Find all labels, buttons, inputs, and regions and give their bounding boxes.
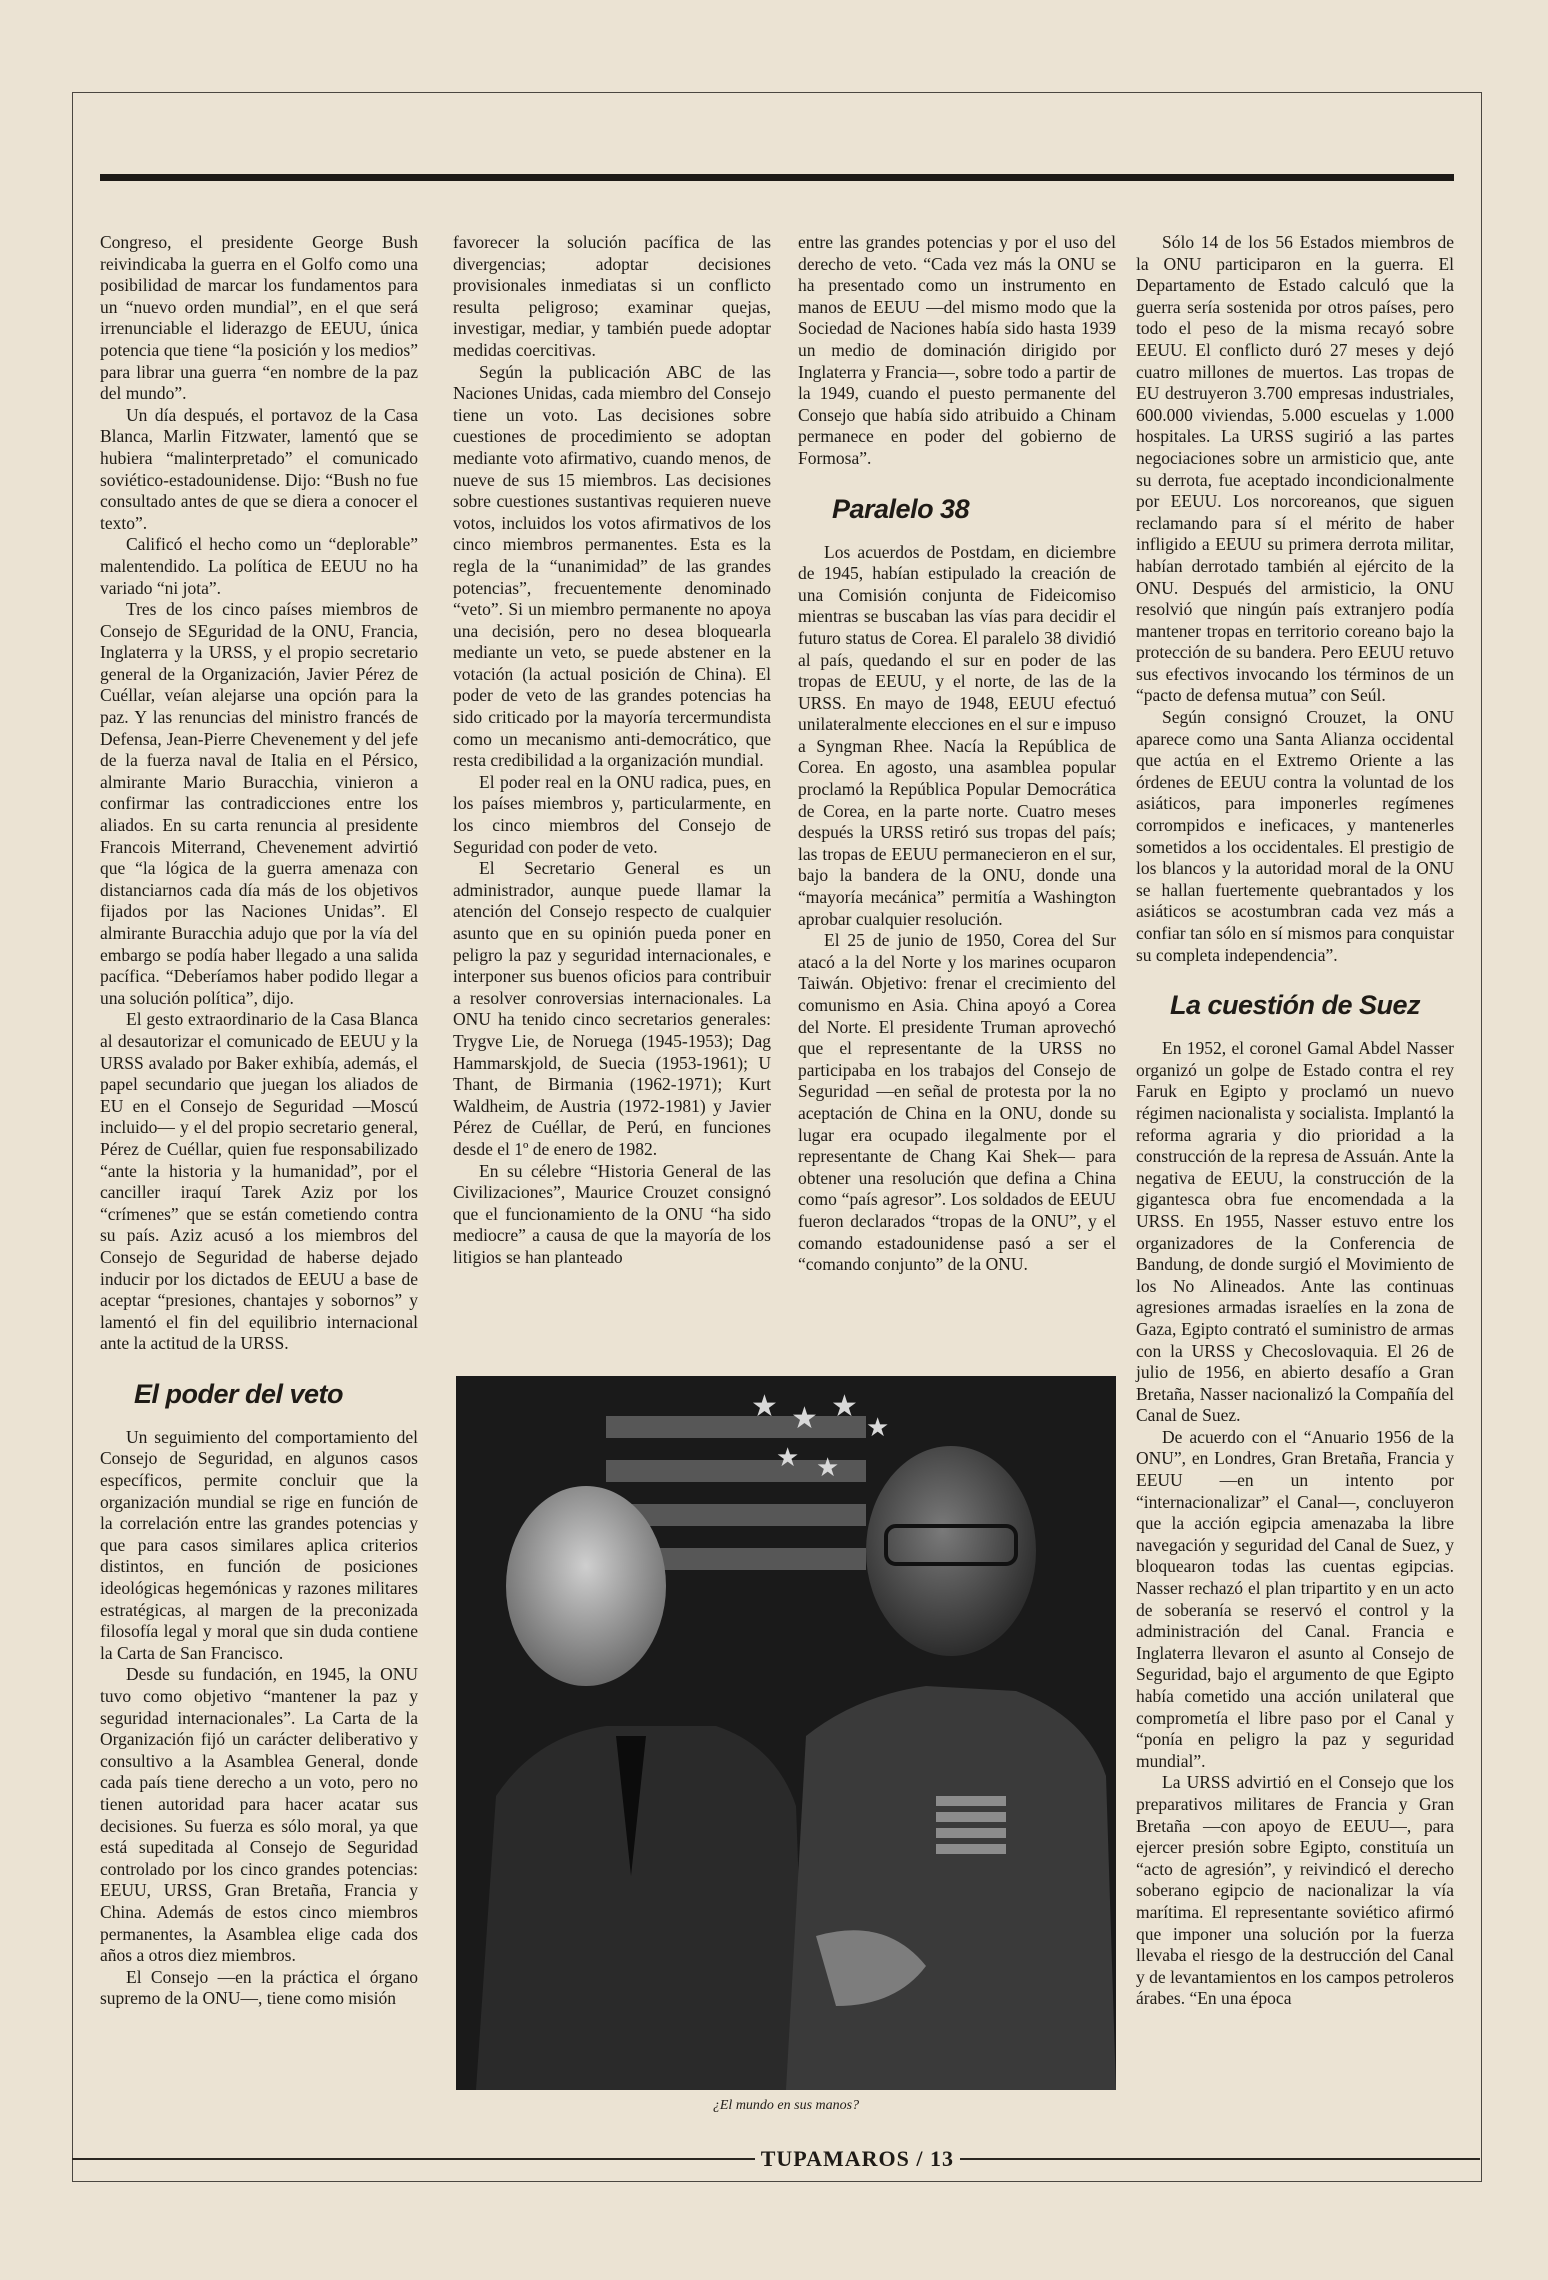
footer-rule-left <box>72 2158 755 2160</box>
article-paragraph: Según consignó Crouzet, la ONU aparece como una Santa Alianza occidental que actúa en el Extremo Oriente a las órdenes de EEUU contra la voluntad de los asiáticos, para imponerles regímenes corrompidos e ineficaces, y mantenerles sometidos a los occidentales. El prestigio de los blancos y la autoridad moral de la ONU se hallan fuertemente quebrantados y los asiáticos se acostumbran cada vez más a confiar tan sólo en sí mismos para conquistar su completa independencia”. <box>1136 707 1454 965</box>
article-paragraph: Calificó el hecho como un “deplorable” malentendido. La política de EEUU no ha variado “ni jota”. <box>100 534 418 598</box>
article-paragraph: En 1952, el coronel Gamal Abdel Nasser organizó un golpe de Estado contra el rey Faruk en Egipto y proclamó un nuevo régimen nacionalista y socialista. Implantó la reforma agraria y dio prioridad a la construcción de la represa de Assuán. Ante la negativa de EEUU, la construcción de la gigantesca obra fue encomendada a la URSS. En 1955, Nasser estuvo entre los organizadores de la Conferencia de Bandung, de donde surgió el Movimiento de los No Alineados. Ante las continuas agresiones armadas israelíes en la zona de Gaza, Egipto contrató el suministro de armas con la URSS y Checoslovaquia. El 26 de julio de 1956, en abierto desafío a Gran Bretaña, Nasser nacionalizó la Compañía del Canal de Suez. <box>1136 1038 1454 1426</box>
article-paragraph: Según la publicación ABC de las Naciones Unidas, cada miembro del Consejo tiene un voto. Las decisiones sobre cuestiones de procedimiento se adoptan mediante voto afirmativo, cuando menos, de nueve de sus 15 miembros. Las decisiones sobre cuestiones sustantivas requieren nueve votos, incluidos los votos afirmativos de los cinco miembros permanentes. Esta es la regla de la “unanimidad” de las grandes potencias”, frecuentemente denominado “veto”. Si un miembro permanente no apoya una decisión, pero no desea bloquearla mediante un veto, se puede abstener en la votación (la actual posición de China). El poder de veto de las grandes potencias ha sido criticado por la mayoría tercermundista como un mecanismo anti-democrático, que resta credibilidad a la organización mundial. <box>453 361 771 771</box>
article-paragraph: favorecer la solución pacífica de las divergencias; adoptar decisiones provisionales inmediatas si un conflicto resulta peligroso; examinar quejas, investigar, mediar, y también puede adoptar medidas coercitivas. <box>453 232 771 360</box>
article-paragraph: Sólo 14 de los 56 Estados miembros de la ONU participaron en la guerra. El Departamento de Estado calculó que la guerra sería sostenida por otros países, pero todo el peso de la misma recayó sobre EEUU. El conflicto duró 27 meses y dejó cuatro millones de muertos. Las tropas de EU destruyeron 3.700 empresas industriales, 600.000 viviendas, 5.000 escuelas y 1.000 hospitales. La URSS sugirió a las partes negociaciones sobre un armisticio que, ante su derrota, fue aceptado incondicionalmente por EEUU. Los norcoreanos, que siguen reclamando para sí el mérito de haber infligido a EEUU su primera derrota militar, habían derrotado también al ejército de la ONU. Después del armisticio, la ONU resolvió que ningún país extranjero podía mantener tropas en territorio coreano bajo la protección de su bandera. Pero EEUU retuvo sus efectivos invocando los términos de un “pacto de defensa mutua” con Seúl. <box>1136 232 1454 706</box>
svg-text:★: ★ <box>816 1453 840 1483</box>
article-paragraph: El poder real en la ONU radica, pues, en los países miembros y, particularmente, en los cinco miembros del Consejo de Seguridad con poder de veto. <box>453 771 771 857</box>
page-footer <box>72 2146 1480 2172</box>
photo-caption: ¿El mundo en sus manos? <box>712 2098 860 2113</box>
svg-text:★: ★ <box>831 1389 858 1424</box>
article-paragraph: Desde su fundación, en 1945, la ONU tuvo como objetivo “mantener la paz y seguridad internacionales”. La Carta de la Organización fijó un carácter deliberativo y consultivo a la Asamblea General, donde cada país tiene derecho a un voto, pero no tienen autoridad para hacer acatar sus decisiones. Su fuerza es sólo moral, ya que está supeditada al Consejo de Seguridad controlado por los cinco grandes potencias: EEUU, URSS, Gran Bretaña, Francia y China. Además de estos cinco miembros permanentes, la Asamblea elige cada dos años a otros diez miembros. <box>100 1664 418 1966</box>
column-1 <box>100 232 418 2010</box>
article-paragraph: El Secretario General es un administrador, aunque puede llamar la atención del Consejo respecto de cualquier asunto que en su opinión pueda poner en peligro la paz y seguridad internacionales, e interponer sus buenos oficios para contribuir a resolver conroversias internacionales. La ONU ha tenido cinco secretarios generales: Trygve Lie, de Noruega (1945-1953); Dag Hammarskjold, de Suecia (1953-1961); U Thant, de Birmania (1962-1971); Kurt Waldheim, de Austria (1972-1981) y Javier Pérez de Cuéllar, de Perú, en funciones desde el 1º de enero de 1982. <box>453 858 771 1159</box>
article-paragraph: Los acuerdos de Postdam, en diciembre de 1945, habían estipulado la creación de una Comisión conjunta de Fideicomiso mientras se buscaban las vías para decidir el futuro status de Corea. El paralelo 38 dividió al país, quedando el sur en poder de las tropas de EEUU, y el norte, de las de la URSS. En mayo de 1948, EEUU efectuó unilateralmente elecciones en el sur e impuso a Syngman Rhee. Nacía la República de Corea. En agosto, una asamblea popular proclamó la República Popular Democrática de Corea, en la parte norte. Cuatro meses después la URSS retiró sus tropas del país; las tropas de EEUU permanecieron en el sur, bajo la bandera de la ONU, donde una “mayoría mecánica” permitía a Washington aprobar cualquier resolución. <box>798 541 1116 929</box>
column-4 <box>1136 232 1454 2010</box>
article-paragraph: Un día después, el portavoz de la Casa Blanca, Marlin Fitzwater, lamentó que se hubiera “malinterpretado” el comunicado soviético-estadounidense. Dijo: “Bush no fue consultado antes de que se diera a conocer el texto”. <box>100 404 418 533</box>
svg-text:★: ★ <box>776 1443 800 1473</box>
article-paragraph: Tres de los cinco países miembros de Consejo de SEguridad de la ONU, Francia, Inglaterra y la URSS, y el propio secretario general de la Organización, Javier Pérez de Cuéllar, veían alejarse una opción para la paz. Y las renuncias del ministro francés de Defensa, Jean-Pierre Chevenement y del jefe de la fuerza naval de Italia en el Pérsico, almirante Mario Buracchia, vinieron a confirmar las contradicciones entre los aliados. En su carta renuncia al presidente Francois Miterrand, Chevenement advirtió que “la lógica de la guerra amenaza con distanciarnos cada día más de los objetivos fijados por las Naciones Unidas”. El almirante Buracchia adujo que por la vía del embargo se podía haber llegado a una salida pacífica. “Deberíamos haber podido llegar a una solución política”, dijo. <box>100 599 418 1008</box>
article-paragraph: Congreso, el presidente George Bush reivindicaba la guerra en el Golfo como una posibilidad de marcar los fundamentos para un “nuevo orden mundial”, en el que será irrenunciable el liderazgo de EEUU, única potencia que tiene “la posición y los medios” para librar una guerra “en nombre de la paz del mundo”. <box>100 232 418 404</box>
article-paragraph: entre las grandes potencias y por el uso del derecho de veto. “Cada vez más la ONU se ha presentado como un instrumento en manos de EEUU —del mismo modo que la Sociedad de Naciones había sido hasta 1939 un medio de dominación dirigido por Inglaterra y Francia—, sobre todo a partir de la 1949, cuando el puesto permanente del Consejo que había sido atribuido a Chinam permanece en poder del gobierno de Formosa”. <box>798 232 1116 468</box>
section-heading: Paralelo 38 <box>832 493 970 524</box>
article-paragraph: Un seguimiento del comportamiento del Consejo de Seguridad, en algunos casos específicos, permite concluir que la organización mundial se rige en función de la correlación entre las grandes potencias y que para casos similares aplica criterios distintos, en función de posiciones ideológicas hegemónicas y razones militares estratégicas, al margen de la preconizada filosofía legal y moral que sin duda contiene la Carta de San Francisco. <box>100 1426 418 1663</box>
footer-rule-right <box>960 2158 1480 2160</box>
column-2 <box>453 232 771 1269</box>
article-paragraph: El gesto extraordinario de la Casa Blanca al desautorizar el comunicado de EEUU y la URSS avalado por Baker exhibía, además, el papel secundario que juegan los aliados de EU en el Consejo de Seguridad —Moscú incluido— y el del propio secretario general, Pérez de Cuéllar, quien fue responsabilizado “ante la historia y la humanidad”, por el canciller iraquí Tarek Aziz por los “crímenes” que se están cometiendo contra su país. Aziz acusó a los miembros del Consejo de Seguridad de haberse dejado inducir por los dictados de EEUU a base de aceptar “presiones, chantajes y sobornos” y lamentó el fin del equilibrio internacional ante la actitud de la URSS. <box>100 1009 418 1354</box>
news-photo <box>456 1376 1116 2090</box>
svg-text:★: ★ <box>791 1401 818 1436</box>
article-paragraph: En su célebre “Historia General de las Civilizaciones”, Maurice Crouzet consignó que el funcionamiento de la ONU “ha sido mediocre” a causa de que la mayoría de los litigios se han planteado <box>453 1160 771 1267</box>
photo-image <box>456 1376 1116 2090</box>
article-paragraph: La URSS advirtió en el Consejo que los preparativos militares de Francia y Gran Bretaña —con apoyo de EEUU—, para ejercer presión sobre Egipto, constituía un “acto de agresión”, y reivindicó el derecho soberano egipcio de nacionalizar la vía marítima. El representante soviético afirmó que imponer una solución por la fuerza llevaba el riesgo de la destrucción del Canal y de levantamientos en los campos petroleros árabes. “En una época <box>1136 1772 1454 2009</box>
section-heading: El poder del veto <box>134 1378 344 1409</box>
article-paragraph: De acuerdo con el “Anuario 1956 de la ONU”, en Londres, Gran Bretaña, Francia y EEUU —en un intento por “internacionalizar” el Canal—, concluyeron que la acción egipcia amenazaba la libre navegación y seguridad del Canal de Suez, y bloquearon todas las cuentas egipcias. Nasser rechazó el plan tripartito y en un acto de soberanía se reservó el control y la administración del Canal. Francia e Inglaterra llevaron el asunto al Consejo de Seguridad, bajo el argumento de que Egipto había cometido una acción unilateral que comprometía el libre paso por el Canal y “ponía en peligro la paz y seguridad mundial”. <box>1136 1426 1454 1771</box>
svg-text:★: ★ <box>866 1413 890 1443</box>
section-heading: La cuestión de Suez <box>1170 990 1421 1021</box>
top-rule <box>100 174 1454 181</box>
svg-text:★: ★ <box>751 1389 778 1424</box>
footer-folio: TUPAMAROS / 13 <box>760 2146 954 2171</box>
article-paragraph: El 25 de junio de 1950, Corea del Sur atacó a la del Norte y los marines ocuparon Taiwán. Objetivo: frenar el crecimiento del comunismo en Asia. China apoyó a Corea del Norte. El presidente Truman aprovechó que el representante de la URSS no participaba en los trabajos del Consejo de Seguridad —en señal de protesta por la no aceptación de China en la ONU, donde su lugar era ocupado ilegalmente por el representante de Chang Kai Shek— para obtener una resolución que defina a China como “país agresor”. Los soldados de EEUU fueron declarados “tropas de la ONU”, y el comando estadounidense pasó a ser el “comando conjunto” de la ONU. <box>798 930 1116 1275</box>
article-paragraph: El Consejo —en la práctica el órgano supremo de la ONU—, tiene como misión <box>100 1966 418 2009</box>
column-3 <box>798 232 1116 1276</box>
